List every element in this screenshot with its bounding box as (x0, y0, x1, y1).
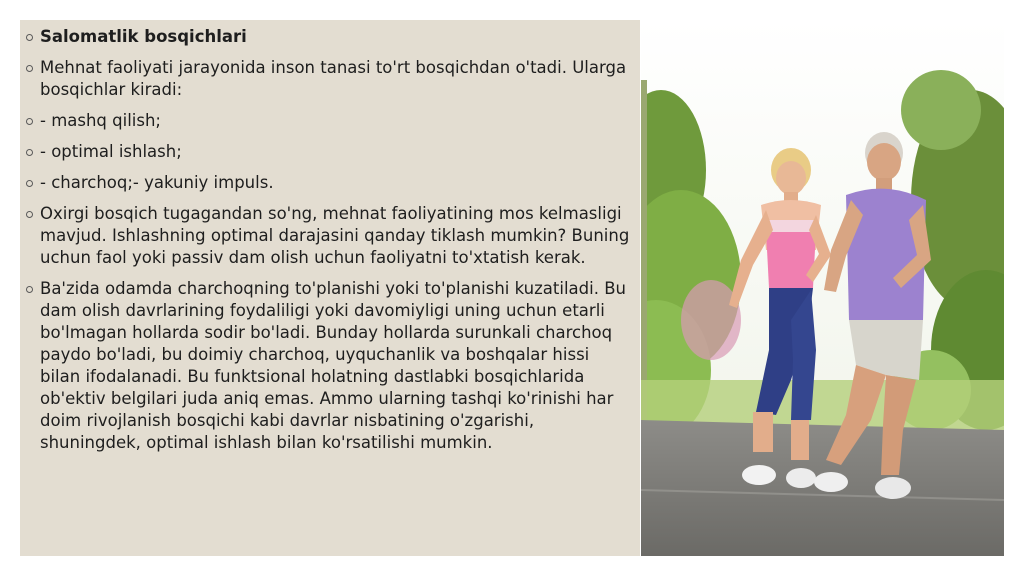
slide-title: Salomatlik bosqichlari (40, 27, 247, 46)
bullet-item (26, 110, 630, 132)
bullet-circle-icon (26, 211, 33, 218)
bullet-text: Oxirgi bosqich tugagandan so'ng, mehnat faoliyatining mos kelmasligi mavjud. Ishlashning optimal darajasini qanday tiklash mumkin? Buning uchun faol yoki passiv dam olish uchun faoliyatni to'xtatish kerak. (40, 204, 630, 267)
bullet-circle-icon (26, 34, 33, 41)
bullet-item (26, 57, 630, 101)
bullet-circle-icon (26, 65, 33, 72)
bullet-item (26, 203, 630, 269)
bullet-text: Mehnat faoliyati jarayonida inson tanasi to'rt bosqichdan o'tadi. Ularga bosqichlar kiradi: (40, 58, 627, 99)
joggers-illustration (641, 20, 1004, 556)
bullet-item (26, 278, 630, 454)
text-panel (20, 20, 640, 556)
bullet-text: - optimal ishlash; (40, 142, 182, 161)
bullet-circle-icon (26, 118, 33, 125)
bullet-text: Ba'zida odamda charchoqning to'planishi yoki to'planishi kuzatiladi. Bu dam olish davrlarining foydaliligi yoki davomiyligi uning uchun etarli bo'lmagan hollarda sodir bo'ladi. Bunday hollarda surunkali charchoq paydo bo'ladi, bu doimiy charchoq, uyquchanlik va boshqalar hissi bilan ifodalanadi. Bu funktsional holatning dastlabki bosqichlarida ob'ektiv belgilari juda aniq emas. Ammo ularning tashqi ko'rinishi har doim rivojlanish bosqichi kabi davrlar nisbatining o'zgarishi, shuningdek, optimal ishlash bilan ko'rsatilishi mumkin. (40, 279, 626, 452)
bullet-item (26, 172, 630, 194)
bullet-circle-icon (26, 149, 33, 156)
bullet-item-title (26, 26, 630, 48)
bullet-text: - mashq qilish; (40, 111, 161, 130)
bullet-text: - charchoq;- yakuniy impuls. (40, 173, 274, 192)
bullet-list (26, 26, 630, 454)
joggers-photo (641, 20, 1004, 556)
bullet-circle-icon (26, 180, 33, 187)
bullet-item (26, 141, 630, 163)
bullet-circle-icon (26, 286, 33, 293)
